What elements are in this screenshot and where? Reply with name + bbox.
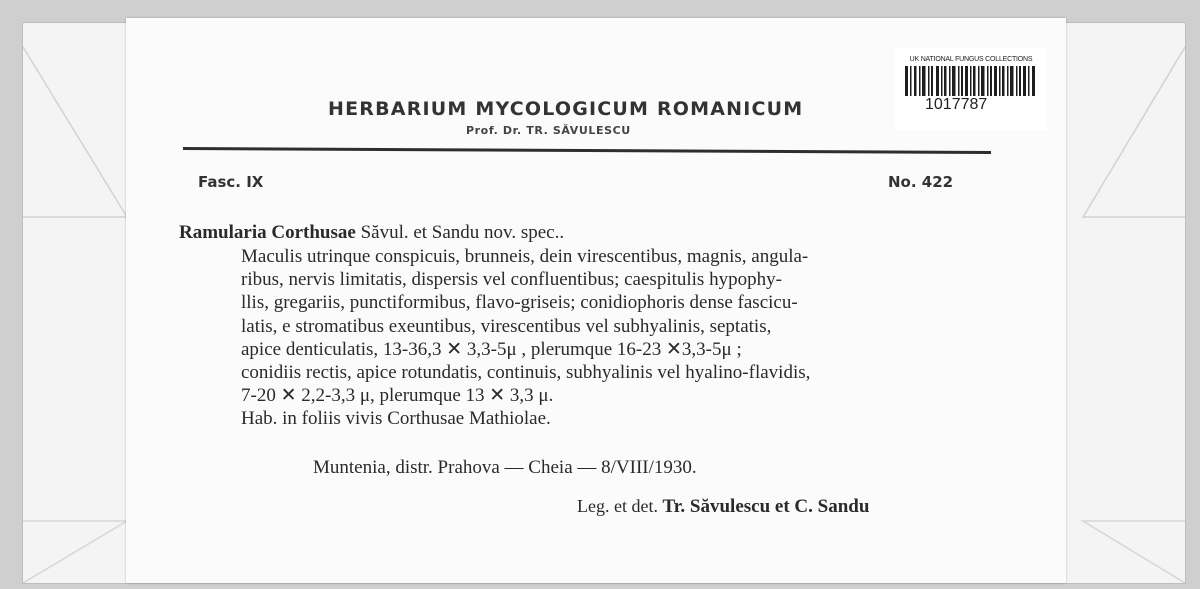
description-line: apice denticulatis, 13-36,3 ✕ 3,3-5μ , plerumque 16-23 ✕3,3-5μ ; xyxy=(241,338,742,360)
herbarium-subtitle: Prof. Dr. TR. SĂVULESCU xyxy=(466,124,631,137)
barcode-caption: UK NATIONAL FUNGUS COLLECTIONS xyxy=(909,56,1033,63)
barcode-bars xyxy=(905,66,1037,96)
habitat-line: Hab. in foliis vivis Corthusae Mathiolae. xyxy=(241,408,551,430)
description-line: conidiis rectis, apice rotundatis, continuis, subhyalinis vel hyalino-flavidis, xyxy=(241,362,811,384)
collector-names: Tr. Săvulescu et C. Sandu xyxy=(662,496,870,517)
exsiccata-number: No. 422 xyxy=(888,173,954,191)
description-line: latis, e stromatibus exeuntibus, virescentibus vel subhyalinis, septatis, xyxy=(241,315,772,337)
collector-line xyxy=(577,496,869,518)
collector-prefix: Leg. et det. xyxy=(577,496,663,516)
species-line xyxy=(179,222,564,244)
species-description xyxy=(241,245,1001,431)
catalog-number: 1017787 xyxy=(925,96,988,113)
locality-date: Muntenia, distr. Prahova — Cheia — 8/VIII/1930. xyxy=(313,457,697,478)
species-authority: Săvul. et Sandu nov. spec.. xyxy=(355,222,565,243)
description-line: Maculis utrinque conspicuis, brunneis, dein virescentibus, magnis, angula- xyxy=(241,246,809,267)
description-line: ribus, nervis limitatis, dispersis vel confluentibus; caespitulis hypophy- xyxy=(241,269,782,291)
description-line: llis, gregariis, punctiformibus, flavo-griseis; conidiophoris dense fascicu- xyxy=(241,292,798,314)
description-line: 7-20 ✕ 2,2-3,3 μ, plerumque 13 ✕ 3,3 μ. xyxy=(241,385,554,407)
species-name: Ramularia Corthusae xyxy=(179,222,356,243)
barcode-sticker xyxy=(895,48,1047,130)
title-rule xyxy=(183,145,991,157)
herbarium-title: HERBARIUM MYCOLOGICUM ROMANICUM xyxy=(328,98,804,120)
fascicle-number: Fasc. IX xyxy=(198,173,264,191)
